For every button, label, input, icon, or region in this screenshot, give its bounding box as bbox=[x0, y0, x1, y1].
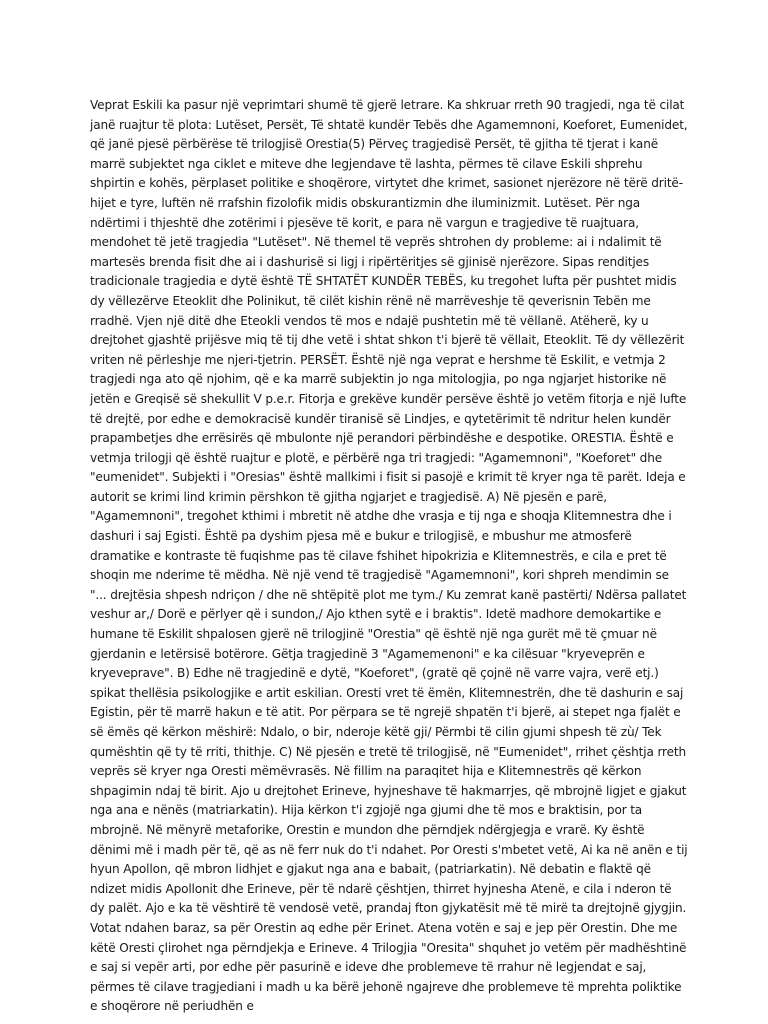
body-paragraph: Veprat Eskili ka pasur një veprimtari shumë të gjerë letrare. Ka shkruar rreth 90 tragjedi, nga të cilat janë ruajtur të plota: Lutëset, Persët, Të shtatë kundër Tebës dhe Agamemnoni, Koeforet, Eumenidet, që janë pjesë përbërëse të trilogjisë Orestia(5) Përveç tragjedisë Persët, të gjitha të tjerat i kanë marrë subjektet nga ciklet e miteve dhe legjendave të lashta, përmes të cilave Eskili shprehu shpirtin e kohës, përplaset politike e shoqërore, virtytet dhe krimet, sasionet njerëzore në tërë dritë-hijet e tyre, luftën në rrafshin fizolofik midis obskurantizmin dhe iluminizmit. Lutëset. Për nga ndërtimi i thjeshtë dhe zotërimi i pjesëve të korit, e para në vargun e tragjedive të ruajtuara, mendohet të jetë tragjedia "Lutëset". Në themel të veprës shtrohen dy probleme: ai i ndalimit të martesës brenda fisit dhe ai i dashurisë si ligj i ripërtëritjes së gjinisë njerëzore. Sipas renditjes tradicionale tragjedia e dytë është TË SHTATËT KUNDËR TEBËS, ku tregohet lufta për pushtet midis dy vëllezërve Eteoklit dhe Polinikut, të cilët kishin rënë në marrëveshje të qeverisnin Tebën me rradhë. Vjen një ditë dhe Eteokli vendos të mos e ndajë pushtetin më të vëllanë. Atëherë, ky u drejtohet gjashtë prijësve miq të tij dhe vetë i shtat shkon t'i bjerë të vëllait, Eteoklit. Të dy vëllezërit vriten në përleshje me njeri-tjetrin. PERSËT. Është një nga veprat e hershme të Eskilit, e vetmja 2 tragjedi nga ato që njohim, që e ka marrë subjektin jo nga mitologjia, po nga ngjarjet historike në jetën e Greqisë së shekullit V p.e.r. Fitorja e grekëve kundër persëve është jo vetëm fitorja e një lufte të drejtë, por edhe e demokracisë kundër tiranisë së Lindjes, e qytetërimit të ndritur helen kundër prapambetjes dhe errësirës që mbulonte një perandori përbindëshe e despotike. ORESTIA. Është e vetmja trilogji që është ruajtur e plotë, e përbërë nga tri tragjedi: "Agamemnoni", "Koeforet" dhe "eumenidet". Subjekti i "Oresias" është mallkimi i fisit si pasojë e krimit të kryer nga të parët. Ideja e autorit se krimi lind krimin përshkon të gjitha ngjarjet e tragjedisë. A) Në pjesën e parë, "Agamemnoni", tregohet kthimi i mbretit në atdhe dhe vrasja e tij nga e shoqja Klitemnestra dhe i dashuri i saj Egisti. Është pa dyshim pjesa më e bukur e trilogjisë, e mbushur me atmosferë dramatike e kontraste të fuqishme pas të cilave fshihet hipokrizia e Klitemnestrës, e cila e pret të shoqin me nderime të mëdha. Në një vend të tragjedisë "Agamemnoni", kori shpreh mendimin se "... drejtësia shpesh ndriçon / dhe në shtëpitë plot me tym./ Ku zemrat kanë pastërti/ Ndërsa pallatet veshur ar,/ Dorë e përlyer që i sundon,/ Ajo kthen sytë e i braktis". Idetë madhore demokartike e humane të Eskilit shpalosen gjerë në trilogjinë "Orestia" që është një nga gurët më të çmuar në gjerdanin e letërsisë botërore. Gëtja tragjedinë 3 "Agamemenoni" e ka cilësuar "kryeveprën e kryeveprave". B) Edhe në tragjedinë e dytë, "Koeforet", (gratë që çojnë në varre vajra, verë etj.) spikat thellësia psikologjike e artit eskilian. Oresti vret të ëmën, Klitemnestrën, dhe të dashurin e saj Egistin, për të marrë hakun e të atit. Por përpara se të ngrejë shpatën t'i bjerë, ai stepet nga fjalët e së ëmës që kërkon mëshirë: Ndalo, o bir, nderoje këtë gji/ Përmbi të cilin gjumi shpesh të zù/ Tek qumështin që ty të rriti, thithje. C) Në pjesën e tretë të trilogjisë, në "Eumenidet", rrihet çështja rreth veprës së kryer nga Oresti mëmëvrasës. Në fillim na paraqitet hija e Klitemnestrës që kërkon shpagimin ndaj të birit. Ajo u drejtohet Erineve, hyjneshave të hakmarrjes, që mbrojnë ligjet e gjakut nga ana e nënës (matriarkatin). Hija kërkon t'i zgjojë nga gjumi dhe të mos e braktisin, por ta mbrojnë. Në mënyrë metaforike, Orestin e mundon dhe përndjek ndërgjegja e vrarë. Ky është dënimi më i madh për të, që as në ferr nuk do t'i ndahet. Por Oresti s'mbetet vetë, Ai ka në anën e tij hyun Apollon, që mbron lidhjet e gjakut nga ana e babait, (patriarkatin). Në debatin e flaktë që ndizet midis Apollonit dhe Erineve, për të ndarë çështjen, thirret hyjnesha Atenë, e cila i nderon të dy palët. Ajo e ka të vështirë të vendosë vetë, prandaj fton gjykatësit më të mirë ta drejtojnë gjygjin. Votat ndahen baraz, sa për Orestin aq edhe për Erinet. Atena votën e saj e jep për Orestin. Dhe me këtë Oresti çlirohet nga përndjekja e Erineve. 4 Trilogjia "Oresita" shquhet jo vetëm për madhështinë e saj si vepër arti, por edhe për pasurinë e ideve dhe problemeve të rrahur në legjendat e saj, përmes të cilave tragjediani i madh u ka bërë jehonë ngajreve dhe problemeve të mprehta poliktike e shoqërore në periudhën e bbox=[90, 98, 688, 1014]
